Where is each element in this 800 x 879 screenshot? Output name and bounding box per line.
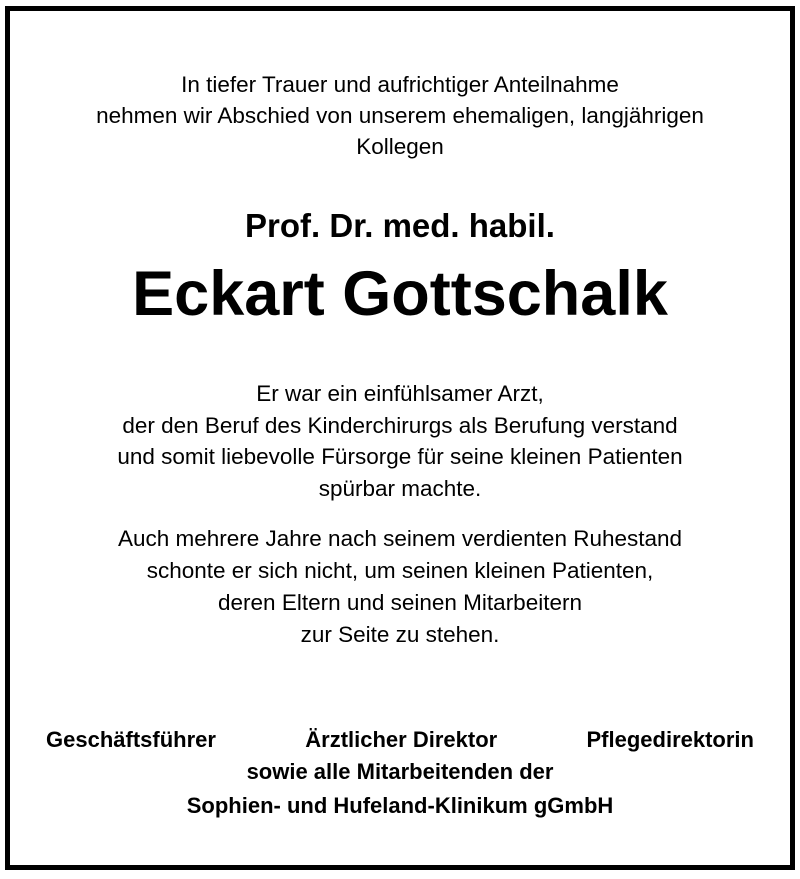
tribute-paragraph-2 — [10, 523, 790, 651]
closing-line: sowie alle Mitarbeitenden der — [246, 759, 554, 784]
signer-roles — [46, 722, 754, 758]
tribute-line: deren Eltern und seinen Mitarbeitern — [218, 590, 582, 615]
closing-line: Sophien- und Hufeland-Klinikum gGmbH — [186, 793, 614, 818]
tribute-line: Auch mehrere Jahre nach seinem verdienten Ruhestand — [117, 526, 683, 551]
tribute-line: und somit liebevolle Fürsorge für seine kleinen Patienten — [117, 444, 683, 469]
deceased-name: Eckart Gottschalk — [132, 259, 668, 329]
intro-line: nehmen wir Abschied von unserem ehemaligen, langjährigen — [96, 103, 704, 128]
tribute-line: schonte er sich nicht, um seinen kleinen Patienten, — [146, 558, 654, 583]
signer-role-managing-director: Geschäftsführer — [46, 727, 216, 752]
signer-role-medical-director: Ärztlicher Direktor — [305, 727, 498, 752]
intro-line: In tiefer Trauer und aufrichtiger Anteilnahme — [181, 72, 619, 97]
obituary-frame — [5, 6, 795, 870]
signer-role-nursing-director: Pflegedirektorin — [586, 727, 754, 752]
tribute-line: der den Beruf des Kinderchirurgs als Berufung verstand — [122, 412, 678, 438]
academic-title: Prof. Dr. med. habil. — [245, 207, 555, 244]
tribute-line: zur Seite zu stehen. — [300, 622, 500, 647]
tribute-paragraph-1 — [10, 378, 790, 504]
intro-line: Kollegen — [356, 134, 444, 159]
tribute-line: Er war ein einfühlsamer Arzt, — [256, 381, 544, 406]
tribute-line: spürbar machte. — [318, 475, 482, 501]
intro-text — [10, 69, 790, 162]
closing-signature — [10, 755, 790, 823]
